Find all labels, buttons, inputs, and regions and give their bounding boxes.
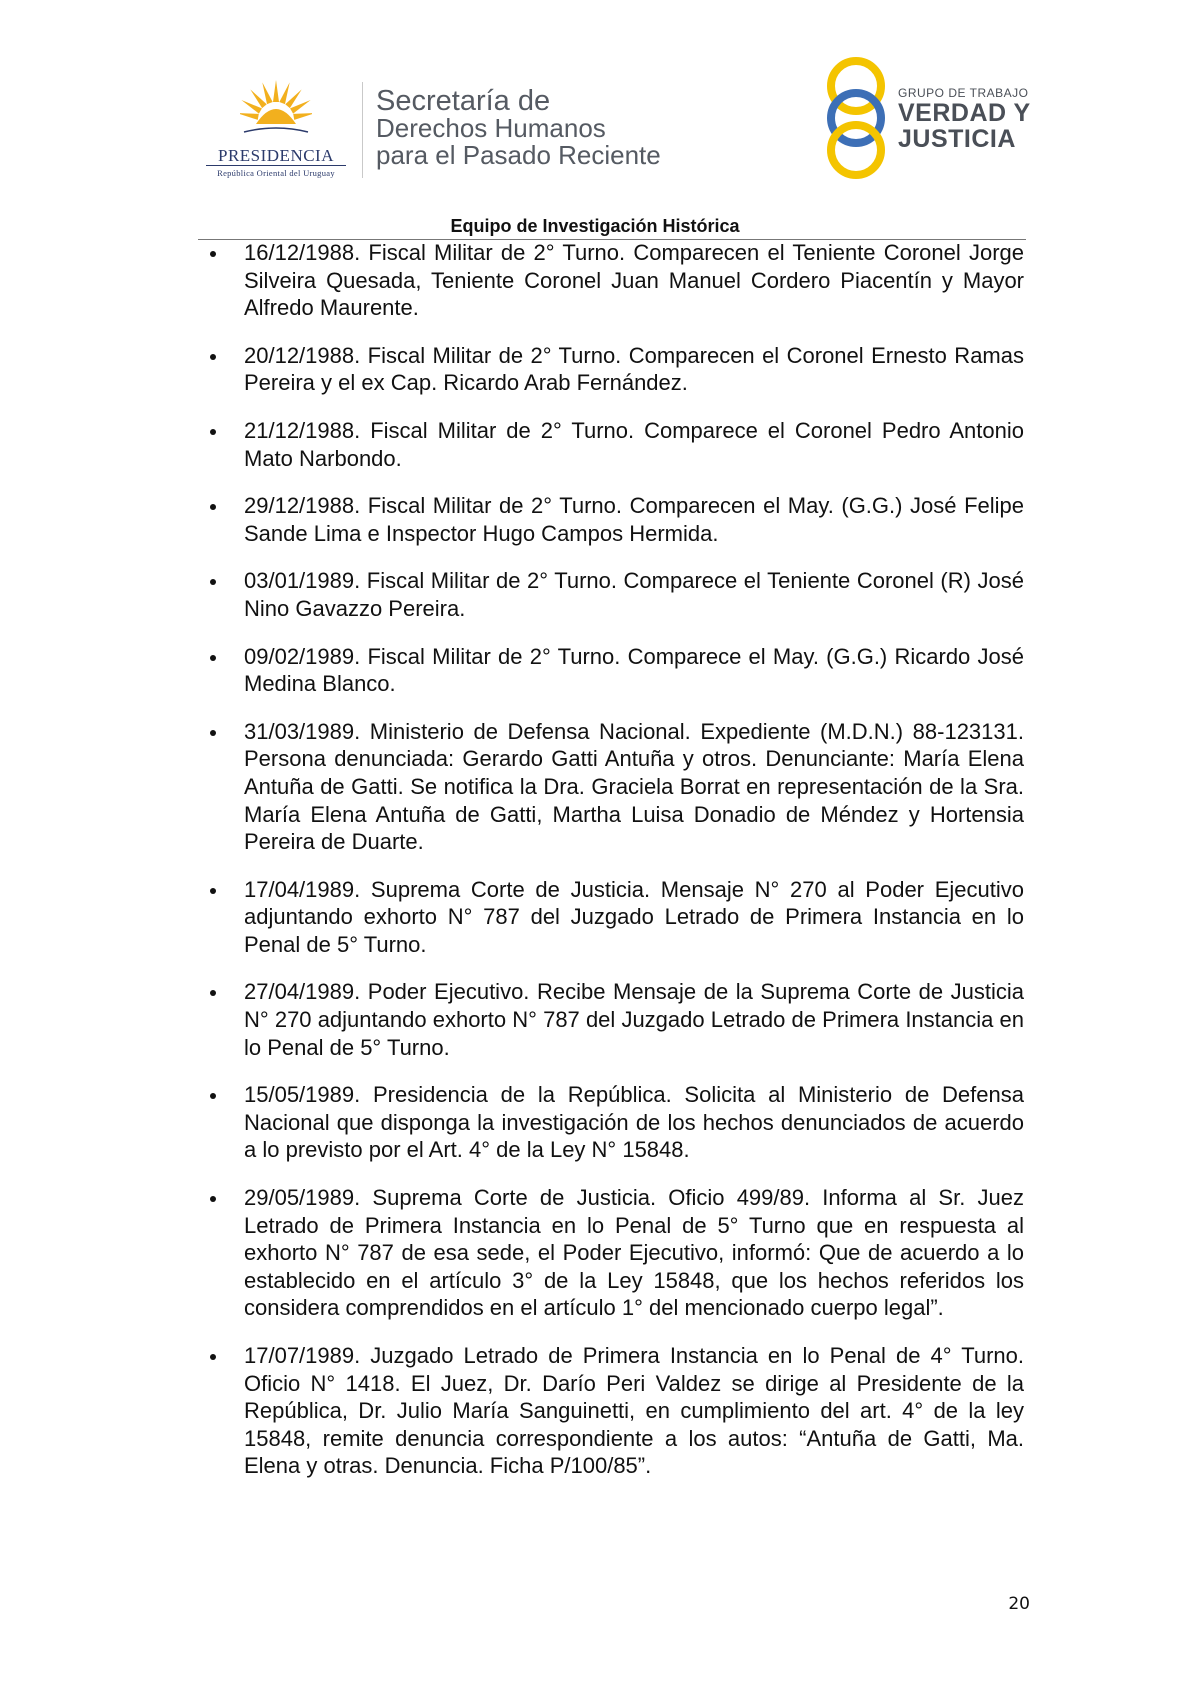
secretaria-line-2: Derechos Humanos (376, 113, 606, 143)
interlocking-rings-icon (820, 56, 892, 181)
chronology-entry: 29/05/1989. Suprema Corte de Justicia. Oficio 499/89. Informa al Sr. Juez Letrado de Primera Instancia en lo Penal de 5° Turno que en respuesta al exhorto N° 787 de esa sede, el Poder Ejecutivo, informó: Que de acuerdo a lo establecido en el artículo 3° de la Ley 15848, que los hechos referidos los considera comprendidos en el artículo 1° del mencionado cuerpo legal”. (244, 1185, 1024, 1321)
grupo-line-2: VERDAD Y (898, 99, 1031, 127)
chronology-entry: 09/02/1989. Fiscal Militar de 2° Turno. Comparece el May. (G.G.) Ricardo José Medina Blanco. (244, 643, 1024, 697)
grupo-text (898, 86, 1031, 152)
presidencia-rule (206, 165, 346, 166)
presidencia-name: PRESIDENCIA (217, 146, 334, 165)
chronology-entry: 15/05/1989. Presidencia de la República. Solicita al Ministerio de Defensa Nacional que disponga la investigación de los hechos denunciados de acuerdo a lo previsto por el Art. 4° de la Ley N° 15848. (244, 1082, 1024, 1163)
secretaria-title (376, 85, 661, 170)
secretaria-line-3: para el Pasado Reciente (376, 140, 661, 170)
page-number: 20 (1008, 1594, 1030, 1614)
team-heading: Equipo de Investigación Histórica (450, 216, 740, 236)
grupo-line-3: JUSTICIA (898, 125, 1016, 153)
sun-emblem-icon (240, 80, 312, 144)
presidencia-subtitle: República Oriental del Uruguay (217, 168, 335, 178)
grupo-line-1: GRUPO DE TRABAJO (898, 86, 1029, 100)
chronology-list (244, 239, 1024, 1500)
chronology-entry: 21/12/1988. Fiscal Militar de 2° Turno. Comparece el Coronel Pedro Antonio Mato Narbondo. (244, 417, 1024, 471)
chronology-entry: 27/04/1989. Poder Ejecutivo. Recibe Mensaje de la Suprema Corte de Justicia N° 270 adjuntando exhorto N° 787 del Juzgado Letrado de Primera Instancia en lo Penal de 5° Turno. (244, 979, 1024, 1060)
chronology-entry: 31/03/1989. Ministerio de Defensa Nacional. Expediente (M.D.N.) 88-123131. Persona denunciada: Gerardo Gatti Antuña y otros. Denunciante: María Elena Antuña de Gatti. Se notifica la Dra. Graciela Borrat en representación de la Sra. María Elena Antuña de Gatti, Martha Luisa Donadio de Méndez y Hortensia Pereira de Duarte. (244, 718, 1024, 855)
page-header (0, 0, 1190, 215)
chronology-entry: 16/12/1988. Fiscal Militar de 2° Turno. Comparecen el Teniente Coronel Jorge Silveira Quesada, Teniente Coronel Juan Manuel Cordero Piacentín y Mayor Alfredo Maurente. (244, 240, 1024, 321)
grupo-verdad-justicia-logo (820, 56, 1040, 181)
chronology-entry: 17/04/1989. Suprema Corte de Justicia. Mensaje N° 270 al Poder Ejecutivo adjuntando exhorto N° 787 del Juzgado Letrado de Primera Instancia en lo Penal de 5° Turno. (244, 876, 1024, 957)
chronology-entry: 17/07/1989. Juzgado Letrado de Primera Instancia en lo Penal de 4° Turno. Oficio N° 1418. El Juez, Dr. Darío Peri Valdez se dirige al Presidente de la República, Dr. Julio María Sanguinetti, en cumplimiento del art. 4° de la ley 15848, remite denuncia correspondiente a los autos: “Antuña de Gatti, Ma. Elena y otras. Denuncia. Ficha P/100/85”. (244, 1343, 1024, 1479)
chronology-entry: 20/12/1988. Fiscal Militar de 2° Turno. Comparecen el Coronel Ernesto Ramas Pereira y el ex Cap. Ricardo Arab Fernández. (244, 342, 1024, 396)
chronology-entry: 29/12/1988. Fiscal Militar de 2° Turno. Comparecen el May. (G.G.) José Felipe Sande Lima e Inspector Hugo Campos Hermida. (244, 493, 1024, 546)
header-divider (362, 82, 363, 178)
secretaria-line-1: Secretaría de (376, 85, 551, 117)
presidencia-logo (196, 80, 356, 180)
chronology-entry: 03/01/1989. Fiscal Militar de 2° Turno. Comparece el Teniente Coronel (R) José Nino Gavazzo Pereira. (244, 568, 1024, 621)
